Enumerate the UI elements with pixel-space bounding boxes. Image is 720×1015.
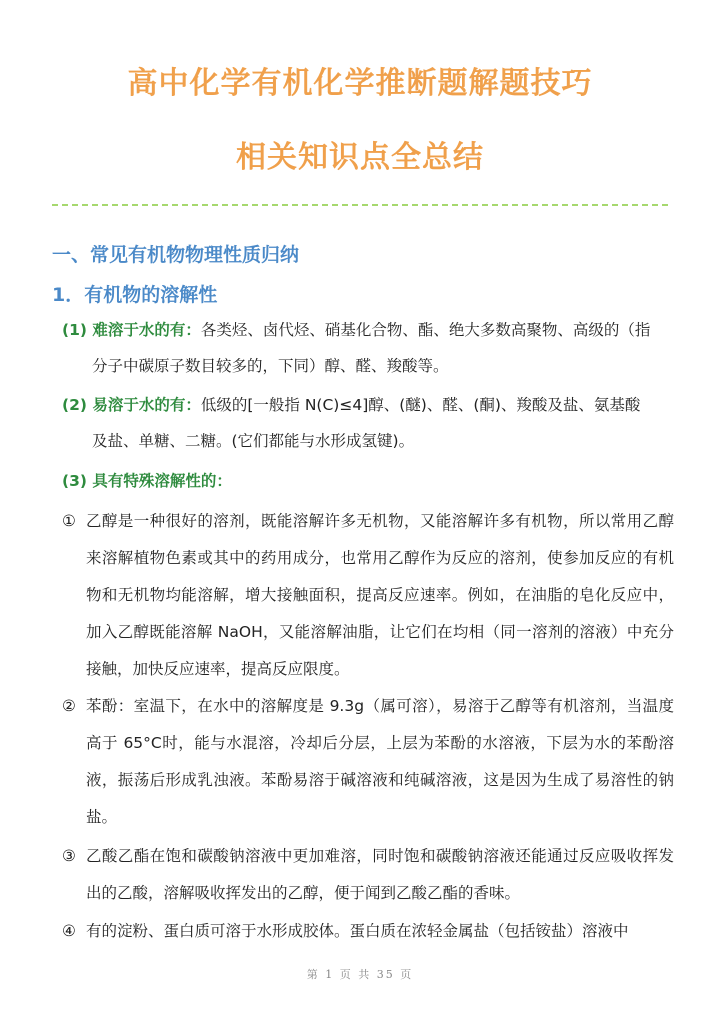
paragraph-text: 分子中碳原子数目较多的，下同）醇、醛、羧酸等。: [92, 357, 449, 375]
item-number: ④: [62, 922, 76, 940]
paragraph-label: (1) 难溶于水的有：: [62, 321, 201, 339]
paragraph-text: 低级的[一般指 N(C)≤4]醇、(醚)、醛、(酮)、羧酸及盐、氨基酸: [200, 396, 641, 414]
paragraph-soluble: [62, 387, 672, 459]
item-number: ①: [62, 512, 76, 530]
paragraph-text: 各类烃、卤代烃、硝基化合物、酯、绝大多数高聚物、高级的（指: [200, 321, 651, 339]
document-title-line1: 高中化学有机化学推断题解题技巧: [127, 66, 593, 101]
paragraph-special: [62, 463, 672, 499]
paragraph-label: (2) 易溶于水的有：: [62, 396, 201, 414]
paragraph-insoluble: [62, 312, 672, 384]
subsection-heading: 1．有机物的溶解性: [52, 284, 218, 306]
list-item: [62, 503, 674, 688]
list-item: [62, 913, 674, 950]
paragraph-label: (3) 具有特殊溶解性的：: [62, 472, 232, 490]
section-heading: 一、常见有机物物理性质归纳: [52, 244, 300, 266]
item-number: ②: [62, 697, 76, 715]
dashed-divider: [52, 204, 668, 206]
item-text: 乙醇是一种很好的溶剂，既能溶解许多无机物，又能溶解许多有机物，所以常用乙醇来溶解植物色素或其中的药用成分，也常用乙醇作为反应的溶剂，使参加反应的有机物和无机物均能溶解，增大接触面积，提高反应速率。例如，在油脂的皂化反应中，加入乙醇既能溶解 NaOH，又能溶解油脂，让它们在均相（同一溶剂的溶液）中充分接触，加快反应速率，提高反应限度。: [86, 512, 674, 678]
item-text: 有的淀粉、蛋白质可溶于水形成胶体。蛋白质在浓轻金属盐（包括铵盐）溶液中: [86, 922, 629, 940]
paragraph-text: 及盐、单糖、二糖。(它们都能与水形成氢键)。: [92, 432, 415, 450]
list-item: [62, 688, 674, 836]
item-text: 苯酚：室温下，在水中的溶解度是 9.3g（属可溶），易溶于乙醇等有机溶剂，当温度高于 65°C时，能与水混溶，冷却后分层，上层为苯酚的水溶液，下层为水的苯酚溶液，振荡后形成乳浊液。苯酚易溶于碱溶液和纯碱溶液，这是因为生成了易溶性的钠盐。: [86, 697, 674, 826]
page-footer: 第 1 页 共 35 页: [306, 968, 414, 981]
list-item: [62, 838, 674, 912]
document-title-line2: 相关知识点全总结: [236, 140, 484, 175]
item-number: ③: [62, 847, 76, 865]
item-text: 乙酸乙酯在饱和碳酸钠溶液中更加难溶，同时饱和碳酸钠溶液还能通过反应吸收挥发出的乙酸，溶解吸收挥发出的乙醇，便于闻到乙酸乙酯的香味。: [86, 847, 674, 902]
